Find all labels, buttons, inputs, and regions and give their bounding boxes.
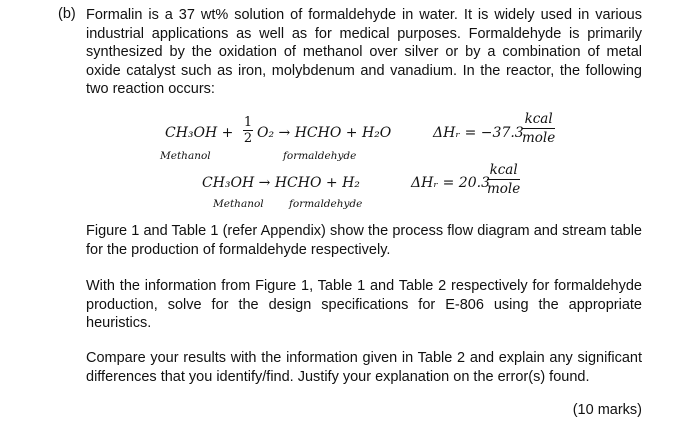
reaction-2-reactant-label: Methanol <box>213 198 264 210</box>
task-paragraph: With the information from Figure 1, Table 1 and Table 2 respectively for formaldehyde production, solve for the design specifications for E-806 using the appropriate heuristics. <box>86 278 642 331</box>
reaction-1-enthalpy: ΔHᵣ = −37.3 <box>433 125 524 141</box>
reaction-1-lhs: CH₃OH + <box>165 125 234 141</box>
reaction-1-rhs: O₂ → HCHO + H₂O <box>257 125 392 141</box>
question-label: (b) <box>58 6 76 22</box>
reaction-2-equation: CH₃OH → HCHO + H₂ <box>202 175 360 191</box>
reaction-1-reactant-label: Methanol <box>160 150 211 162</box>
reaction-2-product-label: formaldehyde <box>289 198 363 210</box>
reaction-2-unit-fraction: kcal mole <box>487 162 521 197</box>
marks-label: (10 marks) <box>572 402 642 418</box>
reaction-1-half-fraction: $\frac{1}{2}$ <box>243 115 253 146</box>
reaction-1-unit-fraction: kcal mole <box>522 111 556 146</box>
intro-paragraph: Formalin is a 37 wt% solution of formaldehyde in water. It is widely used in various industrial applications as well as for medical purposes. Formaldehyde is primarily synthesized by the oxidation of methanol over silver or by a combination of metal oxide catalyst such as iron, molybdenum and vanadium. In the reactor, the following two reaction occurs: <box>86 7 642 97</box>
figure-table-paragraph: Figure 1 and Table 1 (refer Appendix) show the process flow diagram and stream table for the production of formaldehyde respectively. <box>86 223 642 258</box>
reaction-1-product-label: formaldehyde <box>283 150 357 162</box>
compare-paragraph: Compare your results with the information given in Table 2 and explain any significant differences that you identify/find. Justify your explanation on the error(s) found. <box>86 350 642 385</box>
reaction-2-enthalpy: ΔHᵣ = 20.3 <box>411 175 490 191</box>
